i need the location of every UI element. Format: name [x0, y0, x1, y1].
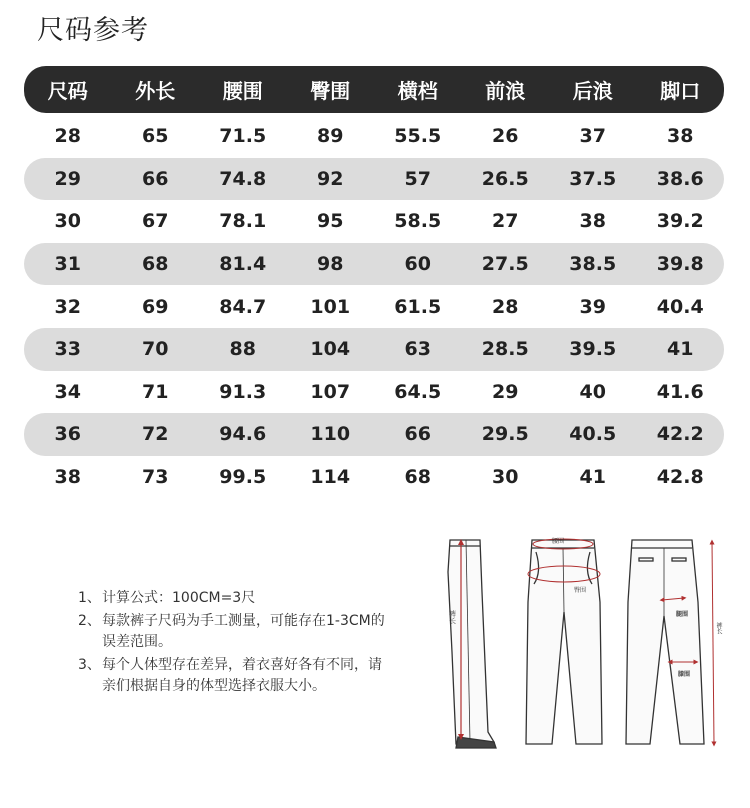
table-cell: 28	[54, 125, 81, 148]
table-cell: 65	[142, 125, 169, 148]
table-cell: 26	[492, 125, 519, 148]
table-cell: 101	[310, 295, 351, 318]
table-cell: 99.5	[219, 466, 267, 489]
table-cell: 81.4	[219, 253, 267, 276]
pants-side-view	[448, 540, 496, 748]
table-cell: 67	[142, 210, 169, 233]
table-row	[24, 285, 724, 328]
table-cell: 27	[492, 210, 519, 233]
table-cell: 69	[142, 295, 169, 318]
table-row	[24, 413, 724, 456]
table-row	[24, 200, 724, 243]
table-cell: 92	[317, 167, 344, 190]
table-cell: 28.5	[481, 338, 529, 361]
table-cell: 61.5	[394, 295, 442, 318]
pants-back-view	[626, 540, 714, 744]
table-cell: 38	[579, 210, 606, 233]
table-cell: 29	[54, 167, 81, 190]
table-cell: 58.5	[394, 210, 442, 233]
note-number: 3、	[78, 657, 101, 673]
table-cell: 26.5	[481, 167, 529, 190]
table-cell: 66	[404, 423, 431, 446]
table-cell: 95	[317, 210, 344, 233]
table-cell: 41	[667, 338, 694, 361]
table-cell: 41.6	[656, 380, 704, 403]
label-length: 裤长	[448, 610, 456, 624]
note-item	[78, 588, 408, 609]
label-length-right: 裤长	[715, 622, 721, 634]
table-cell: 38.6	[656, 167, 704, 190]
table-cell: 73	[142, 466, 169, 489]
note-text-cont: 亲们根据自身的体型选择衣服大小。	[102, 678, 326, 694]
table-cell: 78.1	[219, 210, 267, 233]
table-cell: 68	[404, 466, 431, 489]
page-title: 尺码参考	[37, 15, 149, 46]
table-cell: 32	[54, 295, 81, 318]
table-row	[24, 371, 724, 414]
table-cell: 107	[310, 380, 351, 403]
label-waist: 腰围	[552, 539, 565, 545]
label-hip: 臀围	[574, 588, 587, 594]
table-row	[24, 115, 724, 158]
table-cell: 37.5	[569, 167, 617, 190]
table-cell: 27.5	[481, 253, 529, 276]
table-row	[24, 158, 724, 201]
table-cell: 29.5	[481, 423, 529, 446]
note-number: 1、	[78, 590, 101, 606]
table-cell: 88	[229, 338, 256, 361]
table-cell: 91.3	[219, 380, 267, 403]
table-cell: 64.5	[394, 380, 442, 403]
table-cell: 42.8	[656, 466, 704, 489]
table-cell: 60	[404, 253, 431, 276]
table-cell: 57	[404, 167, 431, 190]
table-header	[24, 66, 724, 113]
table-cell: 71.5	[219, 125, 267, 148]
table-cell: 63	[404, 338, 431, 361]
table-cell: 40	[579, 380, 606, 403]
label-thigh: 腿围	[676, 612, 689, 618]
table-cell: 38	[54, 466, 81, 489]
note-text-cont: 误差范围。	[102, 634, 172, 650]
table-cell: 74.8	[219, 167, 267, 190]
pants-front-view	[526, 539, 602, 744]
table-cell: 84.7	[219, 295, 267, 318]
table-cell: 31	[54, 253, 81, 276]
table-cell: 39	[579, 295, 606, 318]
table-cell: 104	[310, 338, 351, 361]
table-cell: 110	[310, 423, 351, 446]
note-item	[78, 655, 408, 697]
table-cell: 30	[492, 466, 519, 489]
table-cell: 38	[667, 125, 694, 148]
header-cell: 外长	[135, 79, 176, 103]
table-cell: 28	[492, 295, 519, 318]
table-cell: 72	[142, 423, 169, 446]
note-text: 每款裤子尺码为手工测量，可能存在1-3CM的	[102, 613, 385, 629]
table-row	[24, 243, 724, 286]
notes-list	[78, 588, 408, 699]
table-cell: 40.4	[656, 295, 704, 318]
size-table	[24, 66, 724, 498]
header-cell: 后浪	[572, 79, 613, 103]
table-cell: 89	[317, 125, 344, 148]
table-cell: 39.5	[569, 338, 617, 361]
table-cell: 71	[142, 380, 169, 403]
table-cell: 34	[54, 380, 81, 403]
table-cell: 37	[579, 125, 606, 148]
table-cell: 41	[579, 466, 606, 489]
header-cell: 腰围	[222, 79, 263, 103]
table-row	[24, 456, 724, 499]
table-cell: 94.6	[219, 423, 267, 446]
note-text: 计算公式：100CM=3尺	[102, 590, 256, 606]
table-cell: 70	[142, 338, 169, 361]
table-cell: 40.5	[569, 423, 617, 446]
table-cell: 38.5	[569, 253, 617, 276]
header-cell: 臀围	[310, 79, 351, 103]
note-item	[78, 611, 408, 653]
header-cell: 尺码	[47, 79, 88, 103]
table-cell: 66	[142, 167, 169, 190]
table-cell: 68	[142, 253, 169, 276]
table-cell: 30	[54, 210, 81, 233]
note-number: 2、	[78, 613, 101, 629]
table-cell: 114	[310, 466, 351, 489]
label-knee: 膝围	[678, 672, 691, 678]
header-cell: 脚口	[660, 79, 701, 103]
pants-measurement-diagram	[436, 532, 726, 762]
table-cell: 42.2	[656, 423, 704, 446]
header-cell: 横档	[397, 79, 438, 103]
note-text: 每个人体型存在差异，着衣喜好各有不同，请	[102, 657, 382, 673]
table-cell: 98	[317, 253, 344, 276]
table-cell: 33	[54, 338, 81, 361]
table-cell: 39.8	[656, 253, 704, 276]
table-cell: 39.2	[656, 210, 704, 233]
table-cell: 29	[492, 380, 519, 403]
table-row	[24, 328, 724, 371]
table-body	[24, 115, 724, 498]
table-cell: 55.5	[394, 125, 442, 148]
table-cell: 36	[54, 423, 81, 446]
header-cell: 前浪	[485, 79, 526, 103]
